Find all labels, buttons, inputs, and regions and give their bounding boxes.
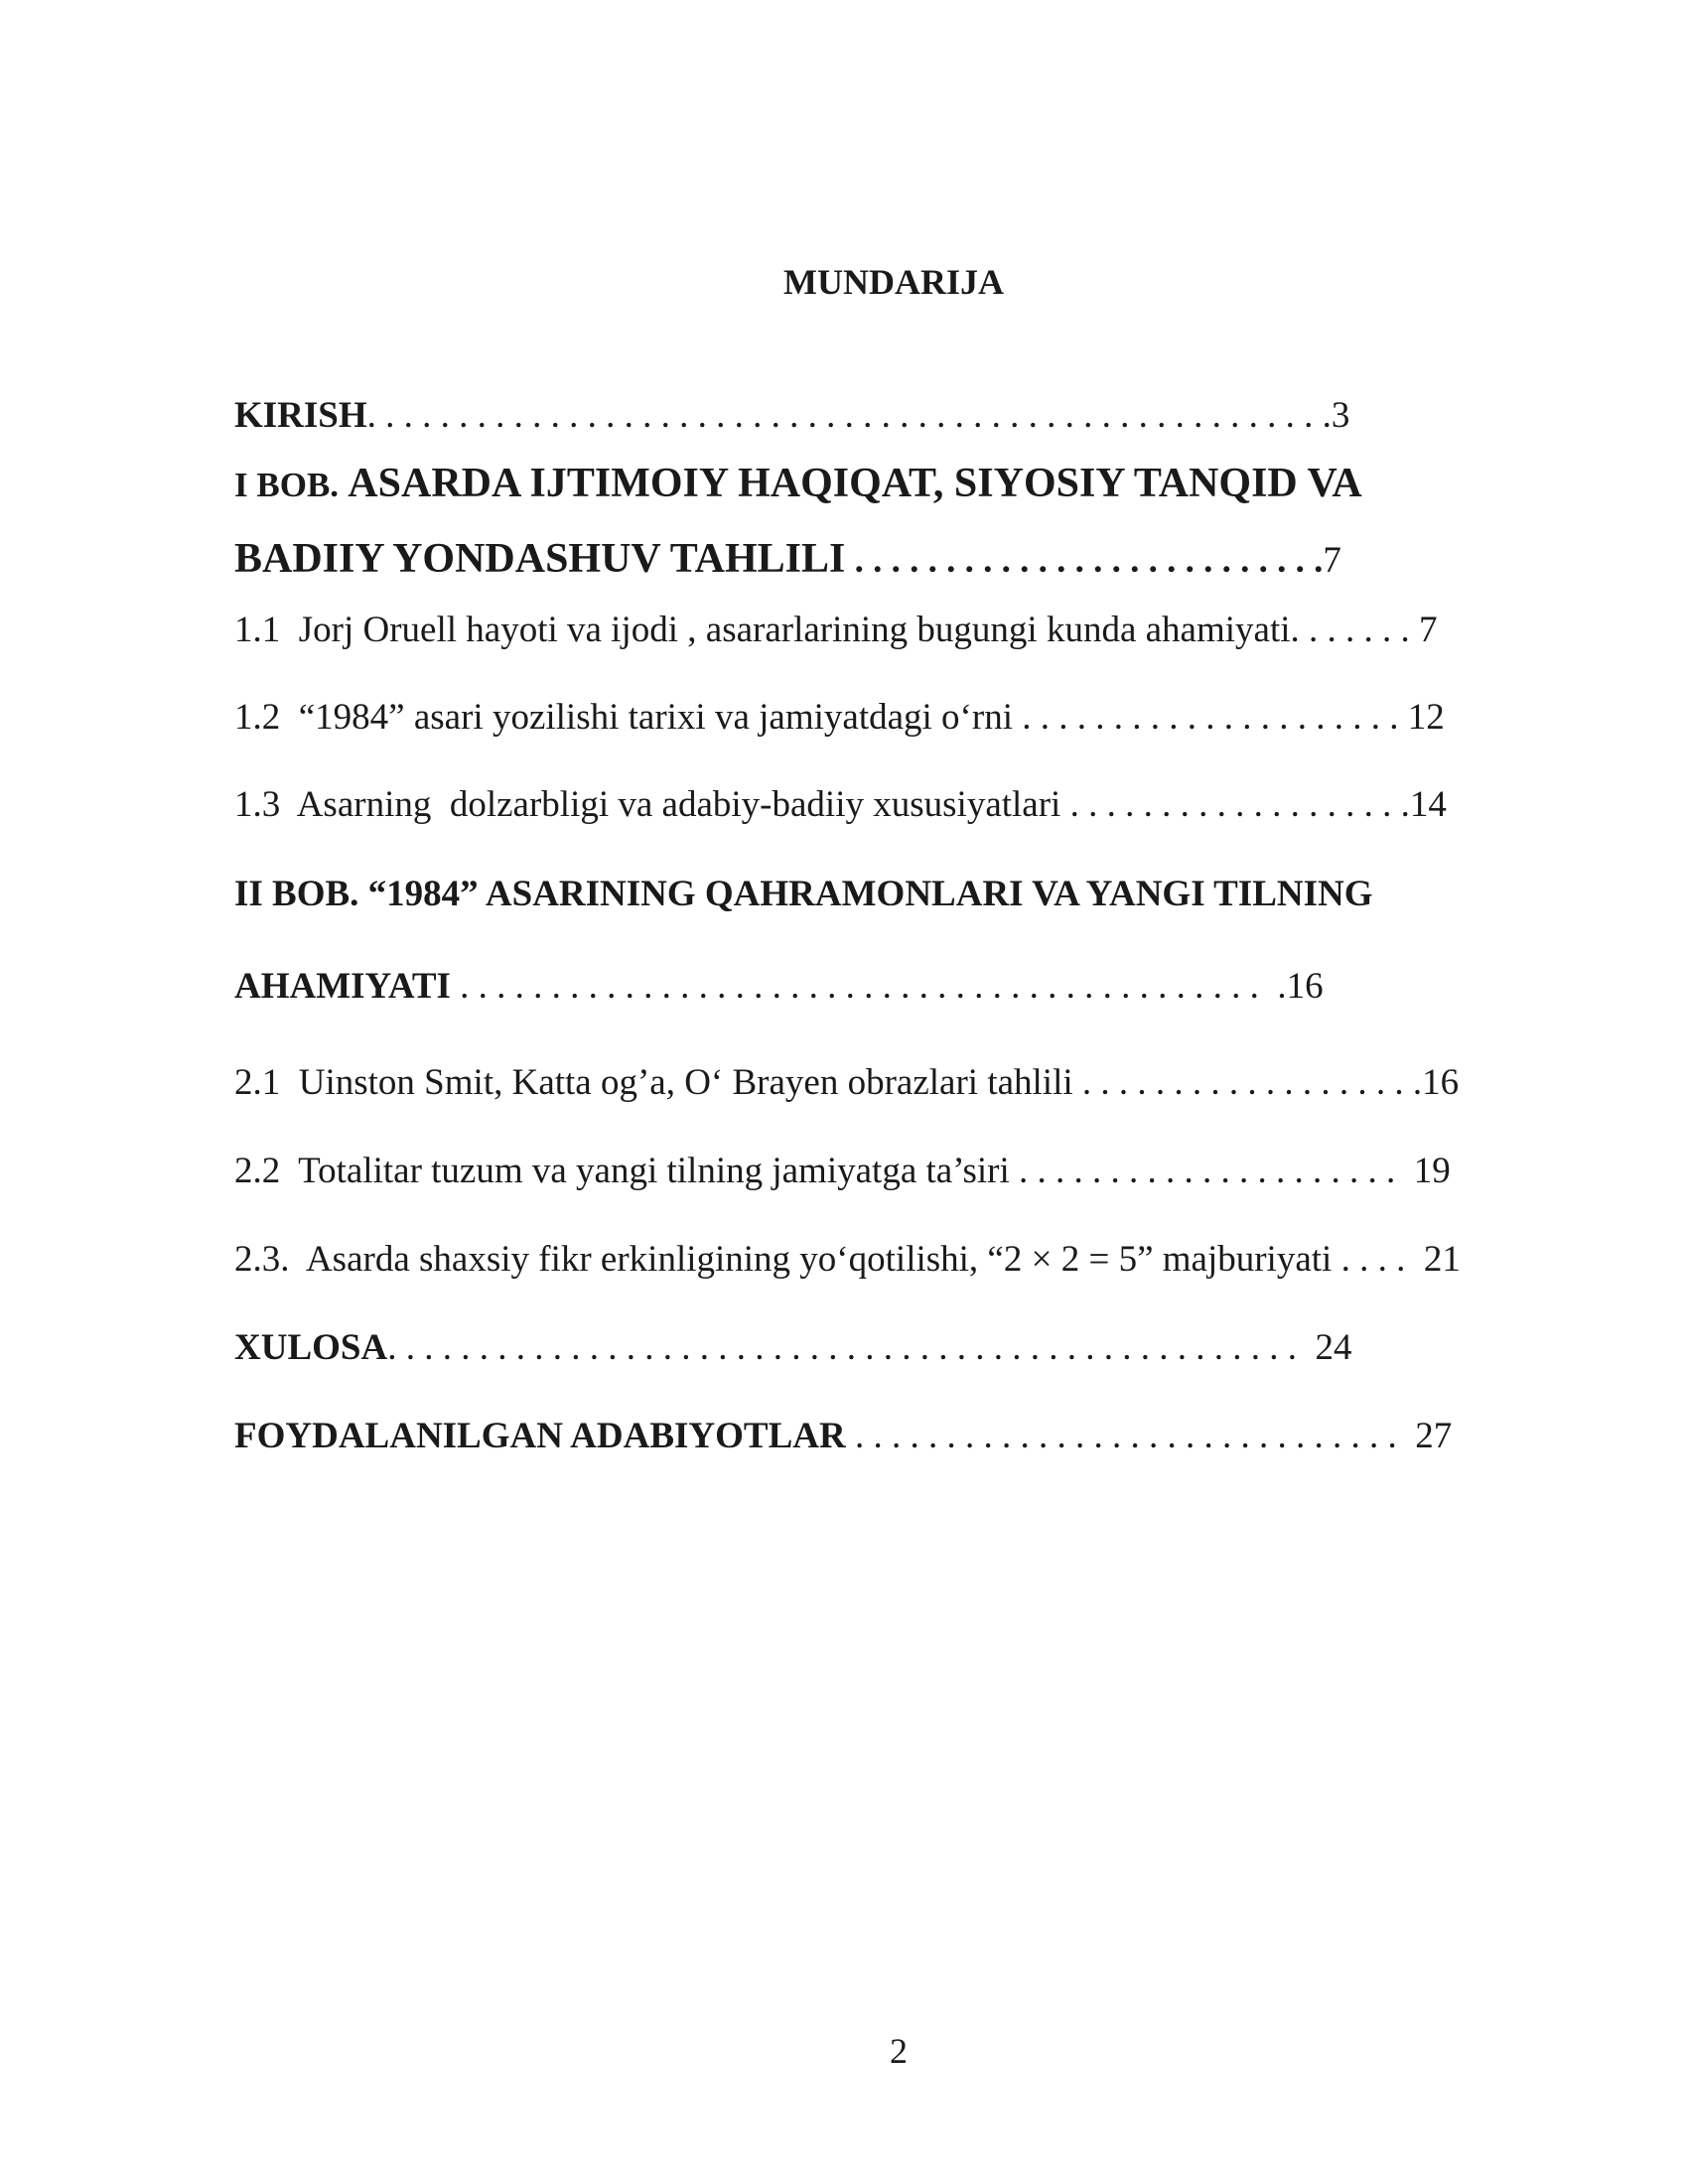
toc-section-2-3[interactable]	[234, 1238, 1461, 1282]
toc-chapter-prefix: I BOB.	[234, 466, 340, 504]
toc-section-1-3[interactable]	[234, 783, 1447, 827]
toc-leader-dots: . . . . . . . . . . . . . . . . . . .	[1069, 784, 1410, 825]
toc-leader-dots: . . . . . . . . . . . . . . . . . . . . .	[1022, 697, 1399, 738]
toc-section-1-1[interactable]	[234, 609, 1438, 652]
toc-page-number: 16	[1422, 1062, 1460, 1103]
toc-chapter-2-heading-cont[interactable]: AHAMIYATI . . . . . . . . . . . . . . . . . . . . . . . . . . . . . . . . . . . . . . . . . . . . .16	[234, 966, 1324, 1007]
toc-leader-dots: . . . . . . .	[1290, 610, 1410, 650]
toc-section-2-1[interactable]	[234, 1061, 1459, 1105]
toc-leader-dots: . . . . . . . . . . . . . . . . . . . . . . . . . . . . . . . . . . . . . . . . . . . . . . . . . .	[387, 1327, 1297, 1368]
page-number: 2	[890, 2031, 908, 2071]
toc-section-title: 1.3 Asarning dolzarbligi va adabiy-badiiy xususiyatlari	[234, 784, 1061, 825]
toc-leader-dots: . . . . . . . . . . . . . . . . . . . . .	[1019, 1151, 1396, 1191]
toc-page-number: 27	[1415, 1416, 1453, 1456]
toc-chapter-1-heading[interactable]	[234, 462, 1362, 507]
toc-entry-label: XULOSA	[234, 1327, 388, 1368]
toc-section-1-2[interactable]	[234, 696, 1445, 740]
toc-leader-dots: . . . . . . . . . . . . . . . . . . . . . . . . . . . . . .	[854, 1416, 1397, 1456]
toc-entry-references[interactable]	[234, 1415, 1452, 1458]
toc-page-number: 12	[1407, 697, 1445, 738]
toc-leader-dots: . . . . . . . . . . . . . . . . . . . . . . . . . . . . . . . . . . . . . . . . . . . .	[460, 966, 1259, 1007]
toc-page-number: 7	[1323, 540, 1341, 581]
toc-page-number: 7	[1419, 610, 1438, 650]
toc-page-number: 19	[1413, 1151, 1451, 1191]
toc-leader-dots: . . . . . . . . . . . . . . . . . . .	[1081, 1062, 1423, 1103]
toc-section-title: 1.1 Jorj Oruell hayoti va ijodi , asararlarining bugungi kunda ahamiyati	[234, 610, 1291, 650]
toc-leader-dots: . . . . . . . . . . . . . . . . . . . . . . . . . . . . . . . . . . . . . . . . . . . . . . . . . . . . .	[366, 395, 1332, 436]
toc-page-number: 16	[1286, 966, 1324, 1007]
toc-entry-label: KIRISH	[234, 395, 367, 436]
toc-page-number: 24	[1315, 1327, 1352, 1368]
toc-entry-label: FOYDALANILGAN ADABIYOTLAR	[234, 1416, 846, 1456]
toc-chapter-title-line1: II BOB. “1984” ASARINING QAHRAMONLARI VA YANGI TILNING	[234, 874, 1373, 914]
toc-section-title: 2.3. Asarda shaxsiy fikr erkinligining yo‘qotilishi, “2 × 2 = 5” majburiyati	[234, 1239, 1333, 1280]
toc-chapter-title-line1: ASARDA IJTIMOIY HAQIQAT, SIYOSIY TANQID VA	[348, 461, 1362, 506]
toc-section-2-2[interactable]	[234, 1150, 1451, 1193]
toc-section-title: 1.2 “1984” asari yozilishi tarixi va jamiyatdagi o‘rni	[234, 697, 1013, 738]
toc-entry-xulosa[interactable]	[234, 1326, 1351, 1370]
toc-chapter-2-heading[interactable]	[234, 873, 1373, 916]
toc-chapter-1-heading-cont[interactable]	[234, 537, 1341, 583]
toc-page-number: 14	[1409, 784, 1447, 825]
toc-section-title: 2.1 Uinston Smit, Katta og’a, O‘ Brayen obrazlari tahlili	[234, 1062, 1073, 1103]
toc-section-title: 2.2 Totalitar tuzum va yangi tilning jamiyatga ta’siri	[234, 1151, 1010, 1191]
toc-entry-kirish[interactable]	[234, 394, 1349, 438]
toc-chapter-title-line2: BADIIY YONDASHUV TAHLILI	[234, 536, 846, 582]
toc-page-number: 3	[1331, 395, 1350, 436]
toc-page-number: 21	[1423, 1239, 1461, 1280]
toc-chapter-title-line2: AHAMIYATI	[234, 966, 451, 1007]
toc-leader-dots: . . . .	[1340, 1239, 1406, 1280]
toc-leader-dots: . . . . . . . . . . . . . . . . . . . . . . . . . .	[854, 540, 1324, 581]
page-title: MUNDARIJA	[783, 262, 1004, 302]
